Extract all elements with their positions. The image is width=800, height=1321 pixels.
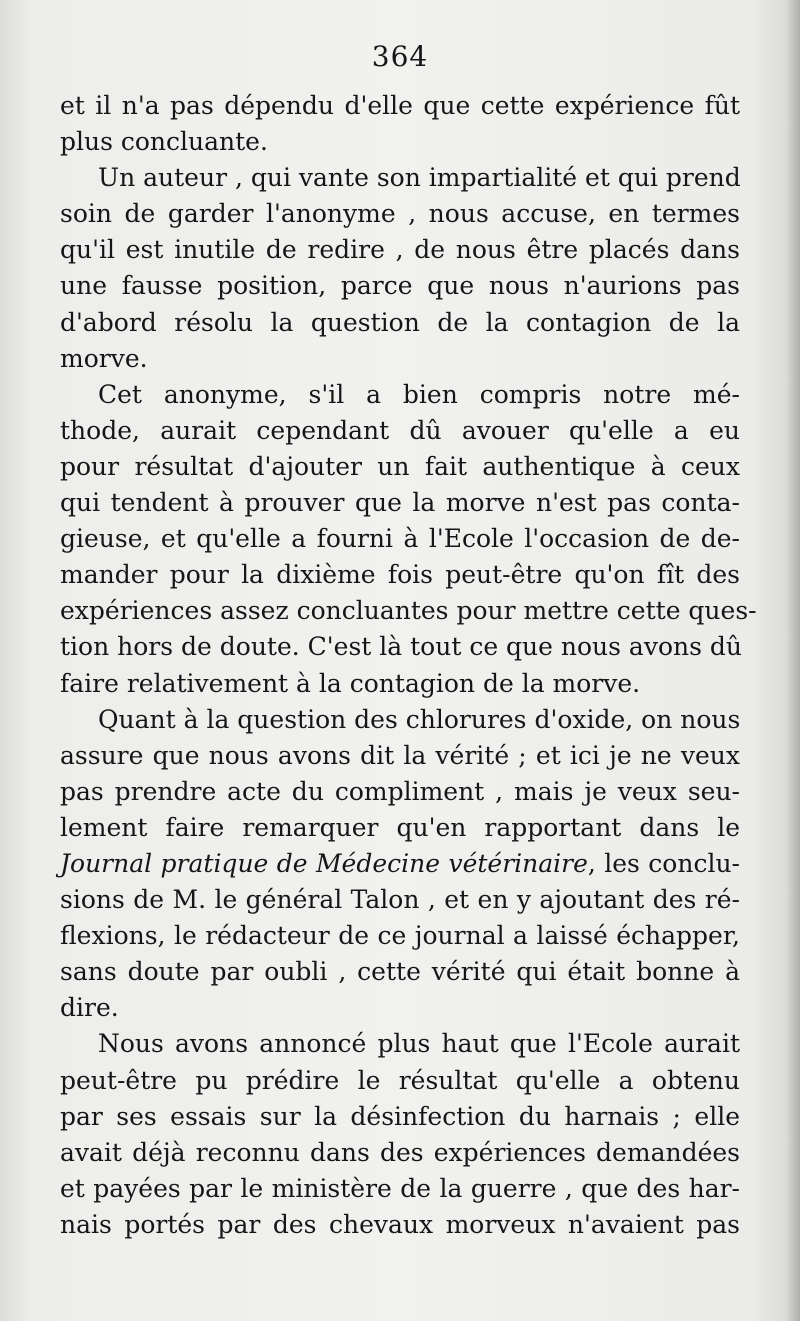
text-line: morve.	[60, 343, 148, 373]
text-line: Un auteur , qui vante son impartialité et qui prend	[98, 163, 741, 193]
text-line: Nous avons annoncé plus haut que l'Ecole aurait	[98, 1029, 740, 1059]
text-line-journal-title	[60, 846, 740, 882]
text-line: faire relativement à la contagion de la morve.	[60, 668, 641, 698]
text-line: mander pour la dixième fois peut-être qu'on fît des	[60, 560, 740, 590]
text-line: nais portés par des chevaux morveux n'avaient pas	[60, 1209, 740, 1239]
text-line: et payées par le ministère de la guerre , que des har-	[60, 1173, 740, 1203]
journal-title: Journal pratique de Médecine vétérinaire	[60, 848, 588, 878]
text-line: peut-être pu prédire le résultat qu'elle a obtenu	[60, 1065, 740, 1095]
text-line: et il n'a pas dépendu d'elle que cette expérience fût	[60, 91, 740, 120]
text-line: sions de M. le général Talon , et en y ajoutant des ré-	[60, 885, 740, 915]
text-line: gieuse, et qu'elle a fourni à l'Ecole l'occasion de de-	[60, 524, 740, 554]
text-line: qui tendent à prouver que la morve n'est pas conta-	[60, 488, 740, 518]
text-line: dire.	[60, 993, 119, 1023]
text-line: d'abord résolu la question de la contagion de la	[60, 307, 740, 337]
text-line: tion hors de doute. C'est là tout ce que nous avons dû	[60, 632, 742, 662]
text-line: par ses essais sur la désinfection du harnais ; elle	[60, 1101, 740, 1131]
text-line: expériences assez concluantes pour mettre cette ques-	[60, 596, 757, 626]
text-line: thode, aurait cependant dû avouer qu'elle a eu	[60, 415, 740, 445]
page-number: 364	[371, 40, 429, 73]
text-line: assure que nous avons dit la vérité ; et ici je ne veux	[60, 740, 740, 770]
text-line: pour résultat d'ajouter un fait authentique à ceux	[60, 451, 740, 481]
text-line: qu'il est inutile de redire , de nous être placés dans	[60, 235, 740, 265]
text-line: soin de garder l'anonyme , nous accuse, en termes	[60, 199, 740, 229]
text-line: Cet anonyme, s'il a bien compris notre mé-	[98, 379, 740, 409]
text-line: plus concluante.	[60, 127, 268, 157]
text-line: flexions, le rédacteur de ce journal a laissé échapper,	[60, 921, 740, 951]
text-line: lement faire remarquer qu'en rapportant dans le	[60, 812, 740, 842]
body-text	[60, 88, 757, 1243]
text-line: une fausse position, parce que nous n'aurions pas	[60, 271, 740, 301]
page-edge-shadow	[786, 0, 800, 1321]
text-line: sans doute par oubli , cette vérité qui était bonne à	[60, 957, 740, 987]
text-line: Quant à la question des chlorures d'oxide, on nous	[98, 704, 741, 734]
text-line: pas prendre acte du compliment , mais je veux seu-	[60, 776, 740, 806]
text-line: avait déjà reconnu dans des expériences demandées	[60, 1137, 740, 1167]
journal-title-suffix: , les conclu-	[587, 848, 740, 878]
